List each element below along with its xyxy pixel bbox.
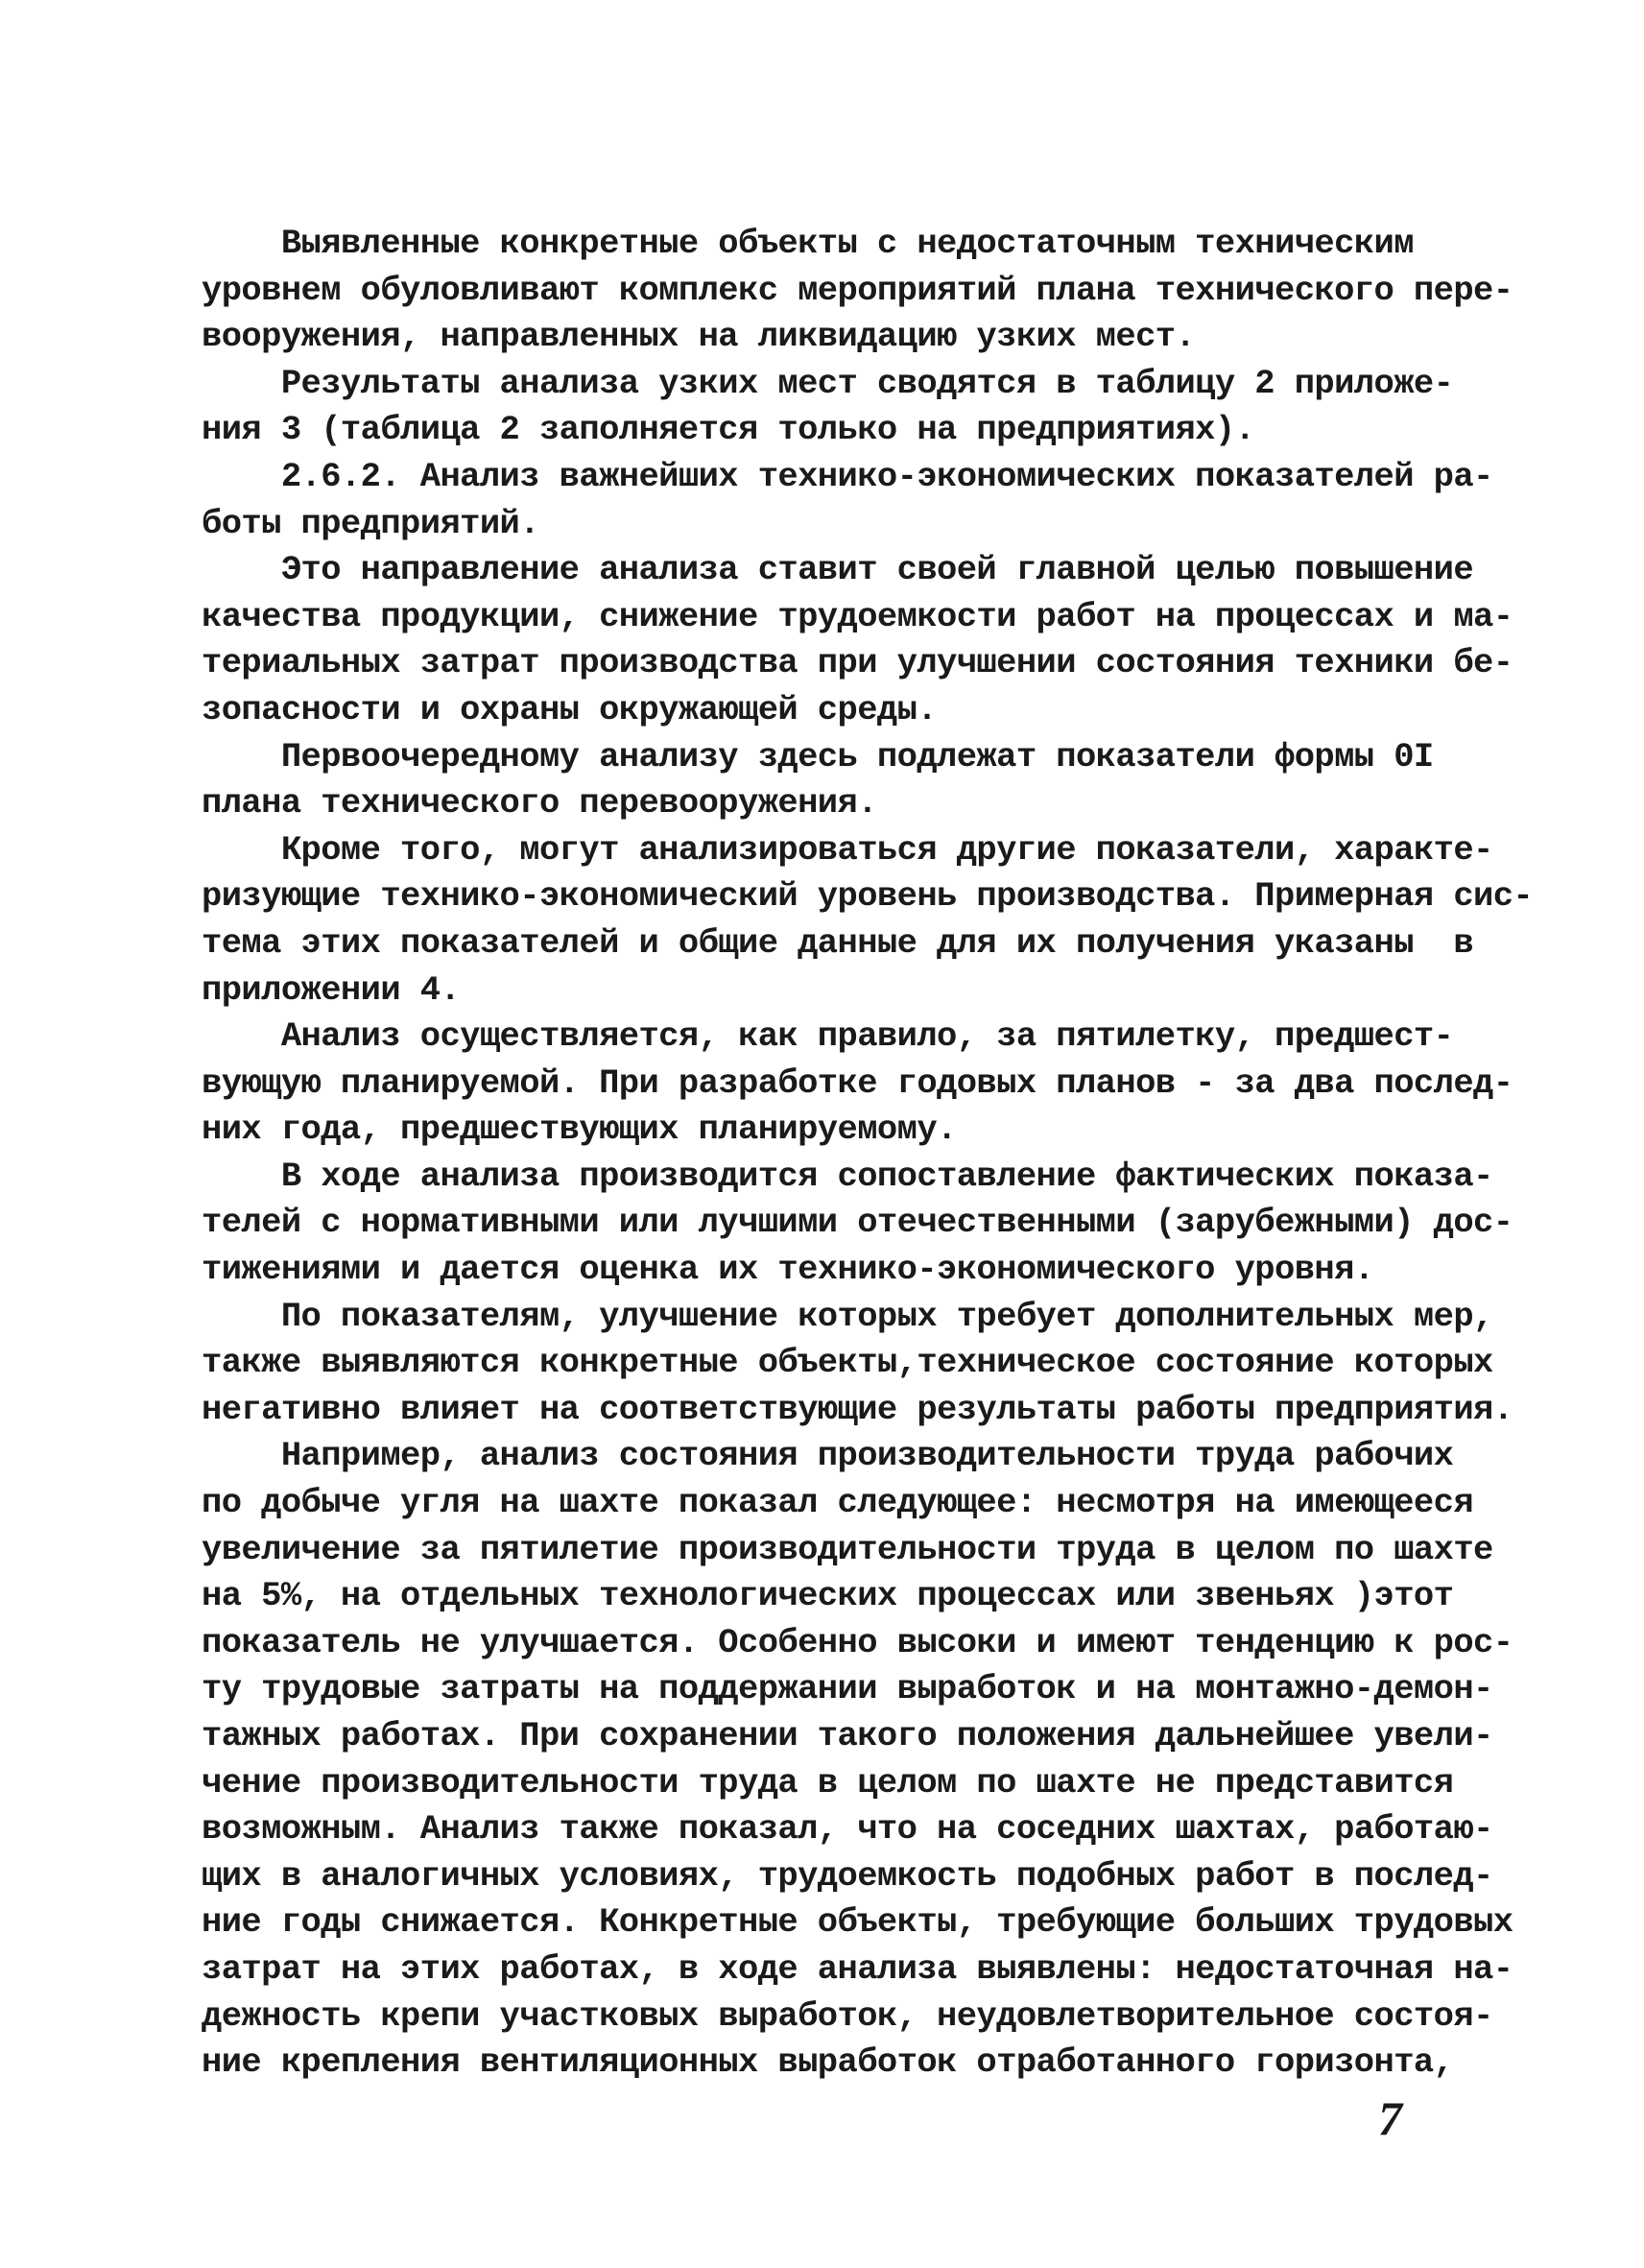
text-line: на 5%, на отдельных технологических процессах или звеньях )этот xyxy=(202,1576,1454,1616)
text-line: Выявленные конкретные объекты с недостаточным техническим xyxy=(202,224,1414,263)
text-line: ние годы снижается. Конкретные объекты, требующие больших трудовых xyxy=(202,1902,1513,1943)
text-line: Кроме того, могут анализироваться другие показатели, характе- xyxy=(202,829,1493,870)
text-line: ния 3 (таблица 2 заполняется только на предприятиях). xyxy=(202,410,1255,450)
text-line: териальных затрат производства при улучшении состояния техники бе- xyxy=(202,643,1513,683)
text-line: По показателям, улучшение которых требует дополнительных мер, xyxy=(202,1296,1493,1336)
text-line: телей с нормативными или лучшими отечественными (зарубежными) дос- xyxy=(202,1203,1513,1243)
text-line: вующую планируемой. При разработке годовых планов - за два послед- xyxy=(202,1062,1513,1103)
text-line: тема этих показателей и общие данные для их получения указаны в xyxy=(202,922,1474,963)
text-line: ние крепления вентиляционных выработок отработанного горизонта, xyxy=(202,2042,1454,2083)
text-line: негативно влияет на соответствующие результаты работы предприятия. xyxy=(202,1389,1513,1429)
text-line: Анализ осуществляется, как правило, за пятилетку, предшест- xyxy=(202,1016,1454,1057)
text-line: тажных работах. При сохранении такого положения дальнейшее увели- xyxy=(202,1716,1493,1755)
body-text xyxy=(202,221,1534,2087)
text-line: приложении 4. xyxy=(202,969,461,1010)
text-line: дежность крепи участковых выработок, неудовлетворительное состоя- xyxy=(202,1995,1493,2036)
text-line: вооружения, направленных на ликвидацию узких мест. xyxy=(202,317,1196,357)
text-line: затрат на этих работах, в ходе анализа выявлены: недостаточная на- xyxy=(202,1948,1513,1989)
page-number: 7 xyxy=(1378,2091,1402,2145)
text-line: чение производительности труда в целом по шахте не представится xyxy=(202,1762,1454,1802)
text-line: плана технического перевооружения. xyxy=(202,783,877,824)
text-line: качества продукции, снижение трудоемкости работ на процессах и ма- xyxy=(202,596,1513,636)
text-line: В ходе анализа производится сопоставление фактических показа- xyxy=(202,1156,1493,1196)
text-line: возможным. Анализ также показал, что на соседних шахтах, работаю- xyxy=(202,1809,1493,1850)
text-line: тижениями и дается оценка их технико-экономического уровня. xyxy=(202,1250,1374,1290)
text-line: Это направление анализа ставит своей главной целью повышение xyxy=(202,550,1474,590)
text-line: увеличение за пятилетие производительности труда в целом по шахте xyxy=(202,1529,1493,1569)
text-line: боты предприятий. xyxy=(202,503,539,543)
text-line: ту трудовые затраты на поддержании выработок и на монтажно-демон- xyxy=(202,1669,1493,1709)
text-line: них года, предшествующих планируемому. xyxy=(202,1110,957,1150)
text-line: Например, анализ состояния производительности труда рабочих xyxy=(202,1436,1454,1476)
text-line: Результаты анализа узких мест сводятся в таблицу 2 приложе- xyxy=(202,363,1454,403)
text-line: по добыче угля на шахте показал следующее: несмотря на имеющееся xyxy=(202,1483,1474,1523)
text-line: показатель не улучшается. Особенно высоки и имеют тенденцию к рос- xyxy=(202,1622,1513,1662)
text-line: 2.6.2. Анализ важнейших технико-экономических показателей ра- xyxy=(202,456,1493,496)
text-line: ризующие технико-экономический уровень производства. Примерная сис- xyxy=(202,876,1534,917)
text-line: щих в аналогичных условиях, трудоемкость подобных работ в послед- xyxy=(202,1855,1493,1896)
text-line: также выявляются конкретные объекты,техническое состояние которых xyxy=(202,1343,1493,1383)
text-line: зопасности и охраны окружающей среды. xyxy=(202,689,938,729)
text-line: Первоочередному анализу здесь подлежат показатели формы 0I xyxy=(202,736,1434,776)
text-line: уровнем обуловливают комплекс мероприятий плана технического пере- xyxy=(202,270,1513,310)
